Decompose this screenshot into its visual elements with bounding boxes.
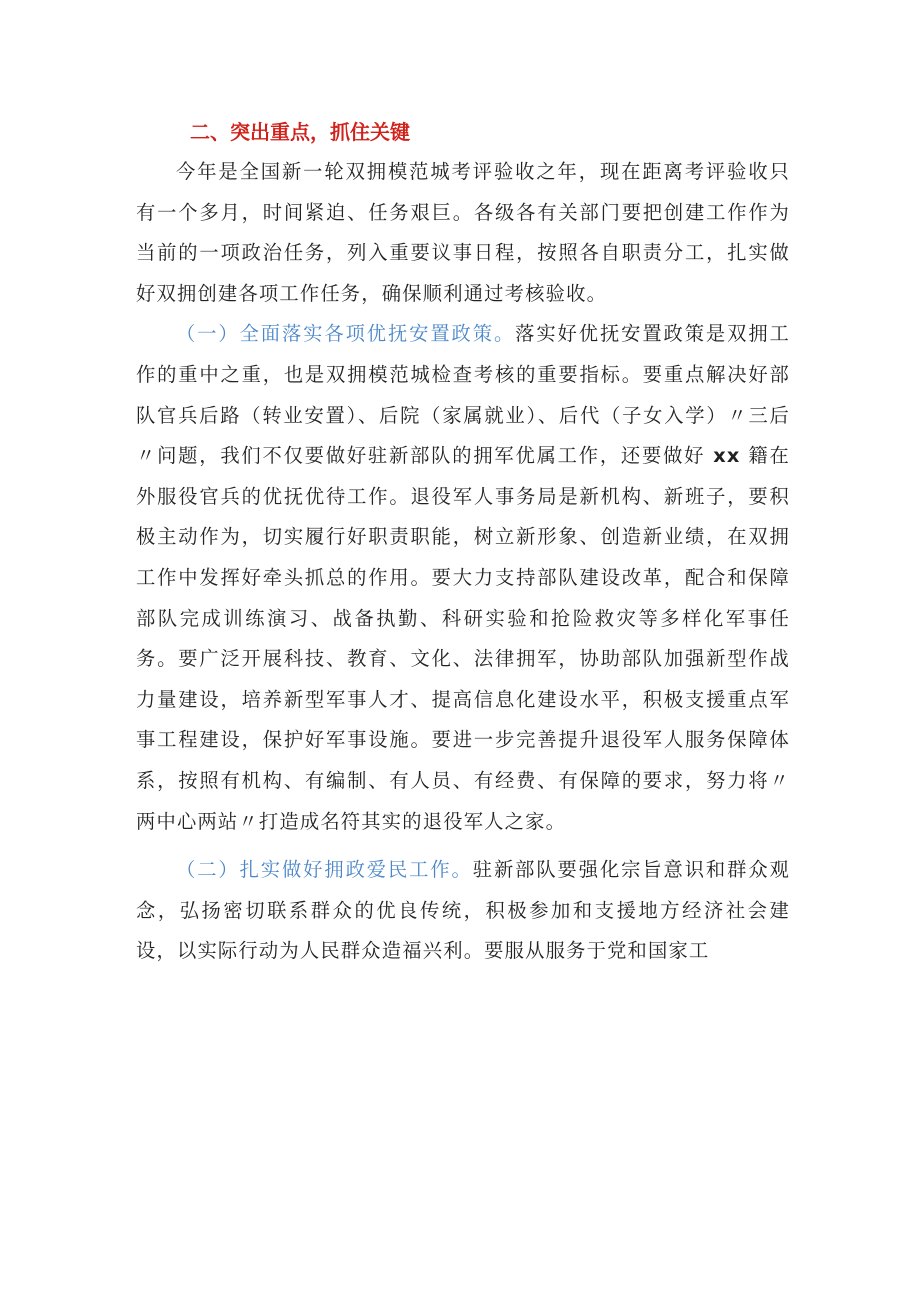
subsection-1-body-bold: xx (713, 444, 741, 468)
subsection-2-title: （二）扎实做好拥政爱民工作。 (176, 858, 473, 882)
subsection-2-body: 驻新部队要强化宗旨意识和群众观念，弘扬密切联系群众的优良传统，积极参加和支援地方经济社会建设，以实际行动为人民群众造福兴利。要服从服务于党和国家工 (136, 858, 790, 963)
subsection-1-body-part1: 落实好优抚安置政策是双拥工作的重中之重，也是双拥模范城检查考核的重要指标。要重点解决好部队官兵后路（转业安置）、后院（家属就业）、后代（子女入学）〃三后〃问题，我们不仅要做好驻新部队的拥军优属工作，还要做好 (136, 322, 790, 468)
subsection-1-title: （一）全面落实各项优抚安置政策。 (176, 322, 516, 346)
section-heading: 二、突出重点，抓住关键 (190, 120, 410, 144)
document-page (136, 112, 790, 972)
subsection-1-paragraph (136, 314, 790, 842)
subsection-1-body-part2: 籍在外服役官兵的优抚优待工作。退役军人事务局是新机构、新班子，要积极主动作为，切实履行好职责职能，树立新形象、创造新业绩，在双拥工作中发挥好牵头抓总的作用。要大力支持部队建设改革，配合和保障部队完成训练演习、战备执勤、科研实验和抢险救灾等多样化军事任务。要广泛开展科技、教育、文化、法律拥军，协助部队加强新型作战力量建设，培养新型军事人才、提高信息化建设水平，积极支援重点军事工程建设，保护好军事设施。要进一步完善提升退役军人服务保障体系，按照有机构、有编制、有人员、有经费、有保障的要求，努力将〃两中心两站〃打造成名符其实的退役军人之家。 (136, 444, 790, 833)
subsection-2-paragraph (136, 850, 790, 972)
intro-paragraph: 今年是全国新一轮双拥模范城考评验收之年，现在距离考评验收只有一个多月，时间紧迫、任务艰巨。各级各有关部门要把创建工作作为当前的一项政治任务，列入重要议事日程，按照各自职责分工，扎实做好双拥创建各项工作任务，确保顺利通过考核验收。 (136, 160, 790, 305)
